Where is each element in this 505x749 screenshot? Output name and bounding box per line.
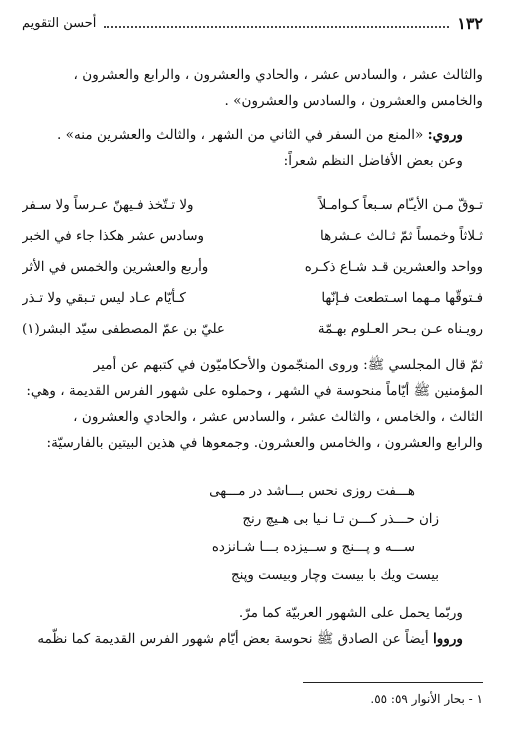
footnote: ١ - بحار الأنوار ٥٩: ٥٥.	[370, 692, 483, 706]
verse-row	[22, 314, 483, 345]
verse-row	[22, 190, 483, 221]
paragraph-2	[22, 122, 483, 174]
paragraph-5	[22, 600, 483, 652]
footnote-rule	[303, 682, 483, 683]
persian-verses	[22, 478, 483, 590]
lead-word: ورووا	[432, 631, 463, 647]
text-line: المؤمنين ﷺ أيّاماً منحوسة في الشهر ، وحملوه على شهور الفرس القديمة ، وهي:	[26, 383, 483, 399]
poem	[22, 190, 483, 345]
verse-first-hemistich: فـتوقّها مـهما اسـتطعت فـإنّها	[321, 291, 483, 306]
persian-line: ســـه و پـــنج و ســيزده بـــا شـانزده	[211, 540, 415, 555]
text-line: الثالث ، والخامس ، والثالث عشر ، والسادس عشر ، والحادي والعشرون ،	[73, 409, 483, 425]
verse-first-hemistich: رويـناه عـن بـحر العـلوم بهـمّة	[317, 322, 483, 337]
quote-text: «المنع من السفر في الثاني من الشهر ، والثالث والعشرين منه» .	[57, 127, 424, 143]
persian-line: زان حـــذر كـــن تـا نـيا بى هـيچ رنج	[242, 512, 439, 527]
text-line	[22, 626, 483, 652]
header-dotted-leader	[104, 18, 449, 28]
verse-first-hemistich: وواحد والعشرين قـد شـاع ذكـره	[304, 260, 483, 275]
running-title: أحسن التقويم	[22, 15, 97, 31]
verse-second-hemistich: عليّ بن عمّ المصطفى سيّد البشر(١)	[22, 322, 225, 337]
text-line	[22, 122, 483, 148]
page-header	[22, 10, 483, 36]
persian-line: بيست ويك با بيست وچار وبيست وپنج	[230, 568, 439, 583]
page-number: ١٣٢	[457, 13, 483, 33]
paragraph-1	[22, 62, 483, 114]
verse-second-hemistich: ولا تـتّخذ فـيهنّ عـرساً ولا سـفر	[22, 198, 194, 213]
text-line: ثمّ قال المجلسي ﷺ: وروى المنجّمون والأحكاميّون في كتبهم عن أمير	[93, 357, 483, 373]
paragraph-4	[22, 352, 483, 456]
lead-word: وروي:	[427, 127, 463, 143]
verse-row	[22, 283, 483, 314]
text-line: والخامس والعشرون ، والسادس والعشرون» .	[224, 93, 483, 109]
verse-second-hemistich: وسادس عشر هكذا جاء في الخبر	[22, 229, 204, 244]
verse-row	[22, 221, 483, 252]
verse-second-hemistich: وأربع والعشرين والخمس في الأثر	[22, 260, 209, 275]
verse-first-hemistich: ثـلاثاً وخمساً ثمّ ثـالث عـشرها	[320, 229, 483, 244]
verse-first-hemistich: تـوقّ مـن الأيـّام سـبعاً كـوامـلاً	[318, 198, 483, 213]
persian-line: هـــفت روزى نحس بـــاشد در مـــهى	[209, 484, 415, 499]
text-line: والرابع والعشرون ، والخامس والعشرون. وجمعوها في هذين البيتين بالفارسيّة:	[46, 435, 483, 451]
text-line: وربّما يحمل على الشهور العربيّة كما مرّ.	[238, 605, 463, 621]
text-line: والثالث عشر ، والسادس عشر ، والحادي والعشرون ، والرابع والعشرون ،	[73, 67, 483, 83]
verse-second-hemistich: كـأيّام عـاد ليس تـبقي ولا تـذر	[22, 291, 186, 306]
text-line: وعن بعض الأفاضل النظم شعراً:	[283, 153, 463, 169]
verse-row	[22, 252, 483, 283]
paragraph-text: أيضاً عن الصادق ﷺ نحوسة بعض أيّام شهور الفرس القديمة كما نظّمه	[37, 631, 429, 647]
